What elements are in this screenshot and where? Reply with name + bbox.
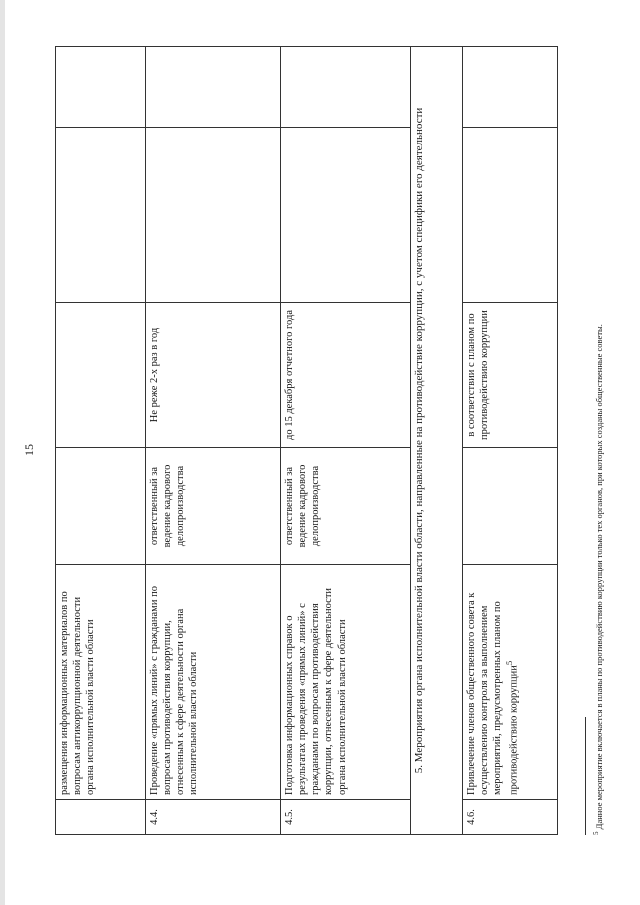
empty-cell [56, 128, 146, 303]
table-row [463, 47, 558, 835]
deadline-cell: в соответствии с планом по противодействию коррупции [463, 303, 558, 448]
empty-cell [146, 128, 281, 303]
responsible-cell: ответственный за ведение кадрового делопроизводства [146, 448, 281, 565]
footnote-separator [585, 717, 586, 835]
row-number: 4.6. [463, 800, 558, 835]
row-number: 4.5. [281, 800, 411, 835]
section-5-heading: 5. Мероприятия органа исполнительной власти области, направленные на противодействие коррупции, с учетом специфики его деятельности [411, 47, 463, 835]
footnote-text: Данное мероприятие включается в планы по противодействию коррупции только тех органов, при которых созданы общественные советы. [593, 324, 604, 830]
activity-cell: размещения информационных материалов по вопросам антикоррупционной деятельности органа исполнительной власти области [56, 565, 146, 800]
table-row [281, 47, 411, 835]
footnote [592, 35, 604, 835]
empty-cell [146, 47, 281, 128]
section-5-row [411, 47, 463, 835]
activity-text: Привлечение членов общественного совета к осуществлению контроля за выполнением мероприятий, предусмотренных планом по противодействию коррупции [466, 592, 520, 795]
row-number [56, 800, 146, 835]
footnote-ref: 5 [504, 660, 515, 666]
deadline-cell: до 15 декабря отчетного года [281, 303, 411, 448]
responsible-cell: ответственный за ведение кадрового делопроизводства [281, 448, 411, 565]
plan-table [55, 46, 558, 835]
deadline-cell [56, 303, 146, 448]
activity-cell: Проведение «прямых линий» с гражданами по вопросам противодействия коррупции, отнесенным к сфере деятельности органа исполнительной власти области [146, 565, 281, 800]
page-number: 15 [22, 444, 36, 456]
table-row [146, 47, 281, 835]
footnote-mark: 5 [592, 831, 600, 835]
empty-cell [56, 47, 146, 128]
row-number: 4.4. [146, 800, 281, 835]
empty-cell [281, 128, 411, 303]
empty-cell [281, 47, 411, 128]
deadline-cell: Не реже 2-х раз в год [146, 303, 281, 448]
activity-cell: Подготовка информационных справок о результатах проведения «прямых линий» с гражданами по вопросам противодействия коррупции, отнесенным к сфере деятельности органа исполнительной власти области [281, 565, 411, 800]
activity-cell [463, 565, 558, 800]
responsible-cell [56, 448, 146, 565]
empty-cell [463, 128, 558, 303]
empty-cell [463, 47, 558, 128]
responsible-cell [463, 448, 558, 565]
table-row [56, 47, 146, 835]
